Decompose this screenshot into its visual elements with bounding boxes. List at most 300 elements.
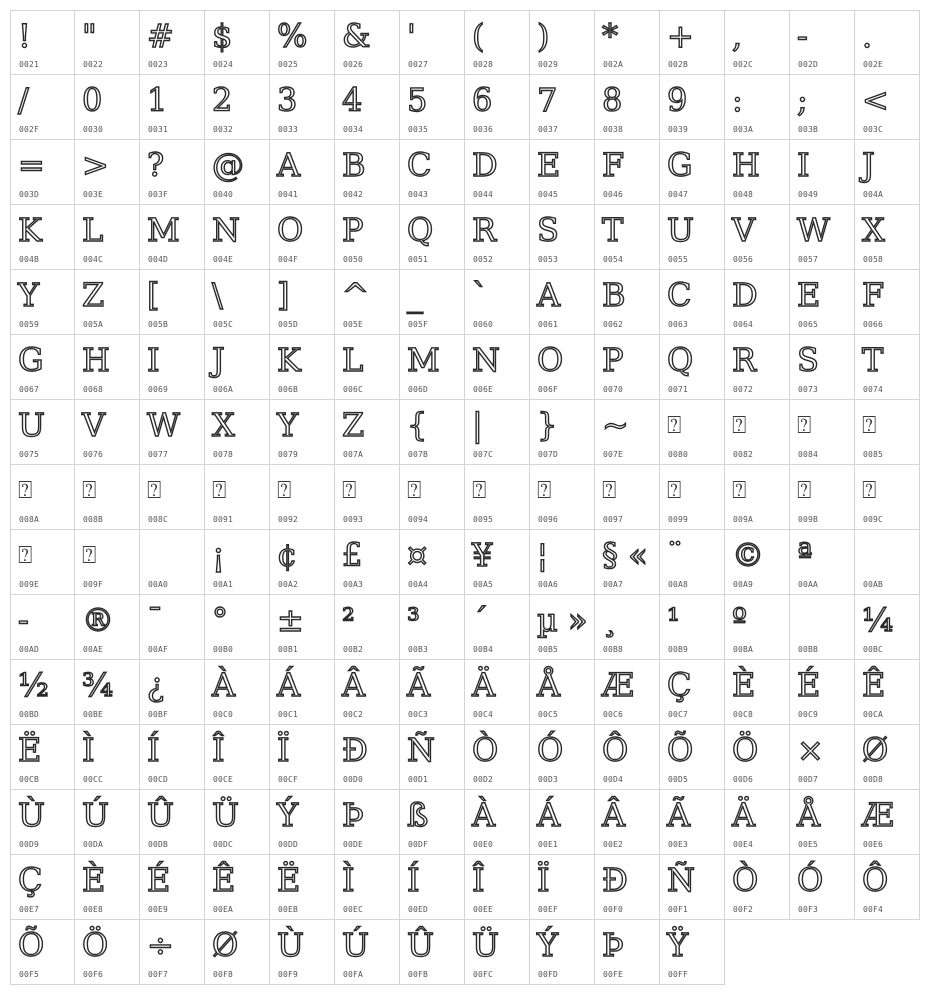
glyph-cell[interactable]: [205, 400, 270, 465]
glyph-code: 004B: [19, 255, 40, 264]
glyph-cell[interactable]: [10, 75, 75, 140]
glyph-cell[interactable]: [530, 75, 595, 140]
glyph-cell[interactable]: [660, 660, 725, 725]
glyph-code: 0096: [538, 515, 559, 524]
glyph-cell[interactable]: [660, 205, 725, 270]
glyph: P: [602, 341, 624, 379]
glyph-cell[interactable]: [660, 530, 725, 595]
glyph-cell[interactable]: [530, 10, 595, 75]
glyph-cell[interactable]: [725, 855, 790, 920]
glyph-cell[interactable]: [595, 725, 660, 790]
glyph-cell[interactable]: [270, 530, 335, 595]
glyph-cell[interactable]: [855, 10, 920, 75]
glyph-code: 0028: [473, 60, 494, 69]
glyph-cell[interactable]: [790, 75, 855, 140]
glyph-cell[interactable]: [10, 465, 75, 530]
glyph-code: 0034: [343, 125, 364, 134]
glyph-cell[interactable]: [270, 660, 335, 725]
glyph-cell[interactable]: [855, 660, 920, 725]
glyph-code: 0084: [798, 450, 819, 459]
glyph-cell[interactable]: [725, 465, 790, 530]
glyph-cell[interactable]: [205, 205, 270, 270]
glyph-cell[interactable]: [400, 660, 465, 725]
glyph-cell[interactable]: [10, 855, 75, 920]
glyph-cell[interactable]: [10, 595, 75, 660]
glyph-cell[interactable]: [270, 855, 335, 920]
glyph-cell[interactable]: [400, 75, 465, 140]
glyph-cell[interactable]: [75, 400, 140, 465]
glyph-cell[interactable]: [595, 530, 660, 595]
glyph-cell[interactable]: [75, 75, 140, 140]
glyph: M: [147, 211, 180, 249]
glyph-cell[interactable]: [595, 660, 660, 725]
glyph-cell[interactable]: [660, 400, 725, 465]
glyph-cell[interactable]: [140, 530, 205, 595]
glyph-cell[interactable]: [400, 790, 465, 855]
glyph-cell[interactable]: [140, 855, 205, 920]
glyph-cell[interactable]: [400, 10, 465, 75]
glyph: P: [342, 211, 364, 249]
glyph: Ï: [277, 731, 290, 769]
glyph-cell[interactable]: [270, 400, 335, 465]
glyph-cell[interactable]: [140, 660, 205, 725]
glyph-cell[interactable]: [400, 270, 465, 335]
glyph-cell[interactable]: [790, 10, 855, 75]
glyph-code: 00F1: [668, 905, 689, 914]
glyph: Ñ: [407, 731, 435, 769]
glyph: Ø: [212, 926, 239, 964]
glyph: L: [82, 211, 104, 249]
glyph-cell[interactable]: [270, 205, 335, 270]
glyph-cell[interactable]: [465, 205, 530, 270]
glyph-cell[interactable]: [335, 10, 400, 75]
glyph-cell[interactable]: [10, 140, 75, 205]
glyph-cell[interactable]: [595, 10, 660, 75]
glyph-cell[interactable]: [530, 855, 595, 920]
glyph-cell[interactable]: [75, 660, 140, 725]
glyph: À: [212, 666, 236, 704]
glyph-cell[interactable]: [335, 920, 400, 985]
glyph-cell[interactable]: [335, 530, 400, 595]
glyph-code: 00D8: [863, 775, 884, 784]
glyph-cell[interactable]: [530, 140, 595, 205]
glyph-cell[interactable]: [465, 920, 530, 985]
glyph-cell[interactable]: [205, 725, 270, 790]
glyph: Z: [82, 276, 105, 314]
glyph-code: 00E7: [19, 905, 40, 914]
glyph-code: 0043: [408, 190, 429, 199]
glyph-cell[interactable]: [855, 270, 920, 335]
glyph-cell[interactable]: [205, 75, 270, 140]
missing-glyph-icon: ⍰: [602, 476, 617, 504]
glyph-cell[interactable]: [270, 465, 335, 530]
glyph-cell[interactable]: [595, 75, 660, 140]
glyph-cell[interactable]: [10, 725, 75, 790]
glyph: C: [667, 276, 692, 314]
glyph-cell[interactable]: [465, 465, 530, 530]
glyph-code: 0027: [408, 60, 429, 69]
glyph-cell[interactable]: [855, 75, 920, 140]
glyph-cell[interactable]: [855, 855, 920, 920]
glyph-cell[interactable]: [140, 725, 205, 790]
glyph: Q: [667, 341, 694, 379]
glyph-cell[interactable]: [660, 920, 725, 985]
glyph: -: [797, 17, 808, 55]
glyph-cell[interactable]: [530, 790, 595, 855]
glyph-cell[interactable]: [465, 270, 530, 335]
glyph-cell[interactable]: [10, 400, 75, 465]
glyph-cell[interactable]: [725, 10, 790, 75]
glyph-cell[interactable]: [205, 335, 270, 400]
glyph-cell[interactable]: [530, 335, 595, 400]
glyph-code: 0093: [343, 515, 364, 524]
glyph-cell[interactable]: [660, 75, 725, 140]
glyph-code: 00FB: [408, 970, 429, 979]
glyph-cell[interactable]: [790, 855, 855, 920]
glyph-cell[interactable]: [270, 595, 335, 660]
glyph-cell[interactable]: [790, 790, 855, 855]
glyph-cell[interactable]: [465, 790, 530, 855]
glyph: 4: [342, 81, 363, 119]
glyph-cell[interactable]: [140, 10, 205, 75]
glyph: @: [212, 146, 244, 184]
glyph-cell[interactable]: [595, 270, 660, 335]
glyph-cell[interactable]: [335, 75, 400, 140]
glyph-cell[interactable]: [855, 725, 920, 790]
glyph-cell[interactable]: [75, 725, 140, 790]
glyph-cell[interactable]: [855, 140, 920, 205]
glyph-code: 0099: [668, 515, 689, 524]
glyph-code: 0082: [733, 450, 754, 459]
glyph-cell[interactable]: [400, 530, 465, 595]
glyph-cell[interactable]: [270, 75, 335, 140]
glyph-cell[interactable]: [660, 270, 725, 335]
glyph-cell[interactable]: [725, 660, 790, 725]
glyph: ¾: [82, 666, 114, 704]
glyph-cell[interactable]: [855, 790, 920, 855]
glyph: M: [407, 341, 440, 379]
glyph-code: 005A: [83, 320, 104, 329]
glyph-cell[interactable]: [660, 465, 725, 530]
glyph-cell[interactable]: [660, 725, 725, 790]
glyph-cell[interactable]: [530, 270, 595, 335]
glyph-code: 00B4: [473, 645, 494, 654]
glyph-cell[interactable]: [400, 465, 465, 530]
glyph-cell[interactable]: [75, 595, 140, 660]
glyph-cell[interactable]: [400, 920, 465, 985]
glyph-cell[interactable]: [530, 400, 595, 465]
glyph-cell[interactable]: [400, 140, 465, 205]
missing-glyph-icon: ⍰: [82, 476, 97, 504]
glyph-cell[interactable]: [270, 920, 335, 985]
glyph-cell[interactable]: [10, 660, 75, 725]
glyph-code: 0025: [278, 60, 299, 69]
glyph: >: [82, 146, 109, 184]
missing-glyph-icon: ⍰: [212, 476, 227, 504]
glyph-cell[interactable]: [10, 530, 75, 595]
glyph-cell[interactable]: [660, 790, 725, 855]
glyph-cell[interactable]: [140, 270, 205, 335]
glyph-cell[interactable]: [335, 725, 400, 790]
glyph-cell[interactable]: [790, 595, 855, 660]
glyph-cell[interactable]: [465, 140, 530, 205]
glyph-cell[interactable]: [725, 530, 790, 595]
glyph-code: 0052: [473, 255, 494, 264]
glyph-code: 005C: [213, 320, 234, 329]
glyph-code: 0030: [83, 125, 104, 134]
glyph-cell[interactable]: [270, 790, 335, 855]
glyph-cell[interactable]: [75, 920, 140, 985]
glyph-code: 0064: [733, 320, 754, 329]
glyph-cell[interactable]: [140, 790, 205, 855]
glyph-cell[interactable]: [595, 335, 660, 400]
glyph-cell[interactable]: [10, 270, 75, 335]
glyph-code: 0040: [213, 190, 234, 199]
glyph-cell[interactable]: [660, 10, 725, 75]
glyph-cell[interactable]: [335, 140, 400, 205]
glyph-cell[interactable]: [400, 205, 465, 270]
glyph-cell[interactable]: [530, 920, 595, 985]
glyph-cell[interactable]: [725, 270, 790, 335]
glyph: ²: [342, 601, 355, 639]
glyph: X: [212, 406, 235, 444]
glyph: B: [342, 146, 366, 184]
glyph: W: [797, 211, 830, 249]
glyph-cell[interactable]: [270, 725, 335, 790]
glyph-cell[interactable]: [400, 595, 465, 660]
glyph-code: 00A2: [278, 580, 299, 589]
glyph: Þ: [602, 926, 624, 964]
glyph-code: 0024: [213, 60, 234, 69]
glyph-cell[interactable]: [75, 270, 140, 335]
glyph: Ý: [277, 796, 299, 834]
glyph: /: [18, 81, 29, 119]
glyph-cell[interactable]: [855, 465, 920, 530]
glyph-code: 0042: [343, 190, 364, 199]
glyph-code: 002D: [798, 60, 819, 69]
glyph-cell[interactable]: [660, 595, 725, 660]
glyph-cell[interactable]: [660, 855, 725, 920]
glyph-cell[interactable]: [205, 855, 270, 920]
glyph-cell[interactable]: [595, 140, 660, 205]
glyph-cell[interactable]: [790, 270, 855, 335]
glyph-cell[interactable]: [530, 725, 595, 790]
glyph-cell[interactable]: [465, 10, 530, 75]
glyph-cell[interactable]: [660, 335, 725, 400]
glyph-cell[interactable]: [595, 205, 660, 270]
glyph-code: 00A3: [343, 580, 364, 589]
glyph-code: 0091: [213, 515, 234, 524]
glyph-cell[interactable]: [790, 205, 855, 270]
glyph-cell[interactable]: [725, 335, 790, 400]
glyph-cell[interactable]: [205, 465, 270, 530]
glyph-cell[interactable]: [205, 790, 270, 855]
glyph-cell[interactable]: [790, 400, 855, 465]
glyph: O: [537, 341, 564, 379]
glyph: Ä: [732, 796, 756, 834]
glyph-cell[interactable]: [270, 140, 335, 205]
glyph-code: 004A: [863, 190, 884, 199]
glyph-code: 00A4: [408, 580, 429, 589]
glyph-cell[interactable]: [270, 335, 335, 400]
glyph-cell[interactable]: [140, 335, 205, 400]
glyph-code: 005F: [408, 320, 429, 329]
glyph-cell[interactable]: [855, 335, 920, 400]
glyph: ": [82, 17, 97, 55]
glyph: [: [147, 276, 160, 314]
glyph-cell[interactable]: [75, 205, 140, 270]
glyph: ¸: [602, 601, 618, 639]
glyph-cell[interactable]: [335, 660, 400, 725]
glyph-code: 0075: [19, 450, 40, 459]
glyph-cell[interactable]: [205, 10, 270, 75]
glyph-cell[interactable]: [725, 790, 790, 855]
glyph-cell[interactable]: [10, 335, 75, 400]
glyph-cell[interactable]: [140, 465, 205, 530]
glyph-cell[interactable]: [335, 270, 400, 335]
glyph-cell[interactable]: [140, 920, 205, 985]
glyph-cell[interactable]: [75, 10, 140, 75]
glyph-cell[interactable]: [75, 790, 140, 855]
glyph-cell[interactable]: [140, 75, 205, 140]
glyph-code: 00EE: [473, 905, 494, 914]
glyph-cell[interactable]: [530, 595, 595, 660]
glyph-code: 00FE: [603, 970, 624, 979]
glyph-cell[interactable]: [595, 790, 660, 855]
glyph-cell[interactable]: [465, 335, 530, 400]
glyph-cell[interactable]: [205, 270, 270, 335]
glyph-cell[interactable]: [465, 660, 530, 725]
glyph-cell[interactable]: [790, 140, 855, 205]
glyph-cell[interactable]: [335, 465, 400, 530]
glyph-code: 003A: [733, 125, 754, 134]
glyph-code: 00BA: [733, 645, 754, 654]
glyph-cell[interactable]: [725, 400, 790, 465]
glyph: V: [82, 406, 106, 444]
glyph-cell[interactable]: [140, 205, 205, 270]
glyph-code: 00C7: [668, 710, 689, 719]
glyph-cell[interactable]: [725, 140, 790, 205]
glyph-cell[interactable]: [10, 10, 75, 75]
glyph-cell[interactable]: [140, 595, 205, 660]
glyph-cell[interactable]: [790, 725, 855, 790]
glyph-cell[interactable]: [75, 140, 140, 205]
glyph-cell[interactable]: [530, 205, 595, 270]
glyph-cell[interactable]: [400, 400, 465, 465]
glyph-cell[interactable]: [465, 725, 530, 790]
glyph-code: 00B1: [278, 645, 299, 654]
glyph-cell[interactable]: [465, 75, 530, 140]
glyph-cell[interactable]: [725, 725, 790, 790]
glyph-cell[interactable]: [595, 920, 660, 985]
glyph: ): [537, 17, 550, 55]
glyph-cell[interactable]: [725, 75, 790, 140]
glyph-cell[interactable]: [75, 465, 140, 530]
glyph-cell[interactable]: [75, 530, 140, 595]
glyph-cell[interactable]: [855, 400, 920, 465]
glyph-cell[interactable]: [725, 205, 790, 270]
glyph-cell[interactable]: [400, 725, 465, 790]
glyph-cell[interactable]: [205, 530, 270, 595]
glyph-cell[interactable]: [335, 855, 400, 920]
glyph-cell[interactable]: [790, 530, 855, 595]
glyph-cell[interactable]: [790, 465, 855, 530]
glyph-code: 009C: [863, 515, 884, 524]
glyph-code: 00ED: [408, 905, 429, 914]
glyph-code: 00CA: [863, 710, 884, 719]
glyph-cell[interactable]: [270, 10, 335, 75]
glyph-cell[interactable]: [335, 595, 400, 660]
glyph-cell[interactable]: [595, 465, 660, 530]
glyph-cell[interactable]: [10, 790, 75, 855]
glyph-cell[interactable]: [790, 660, 855, 725]
glyph-cell[interactable]: [140, 140, 205, 205]
glyph: (: [472, 17, 485, 55]
glyph: ×: [797, 731, 824, 769]
glyph-cell[interactable]: [465, 595, 530, 660]
glyph-cell[interactable]: [205, 920, 270, 985]
glyph-cell[interactable]: [465, 530, 530, 595]
glyph-code: 00B8: [603, 645, 624, 654]
glyph-cell[interactable]: [270, 270, 335, 335]
glyph: B: [602, 276, 626, 314]
glyph-cell[interactable]: [530, 465, 595, 530]
glyph-cell[interactable]: [335, 335, 400, 400]
glyph-cell[interactable]: [855, 205, 920, 270]
glyph-code: 00E6: [863, 840, 884, 849]
glyph-code: 00F7: [148, 970, 169, 979]
glyph-cell[interactable]: [595, 595, 660, 660]
glyph-code: 00B5: [538, 645, 559, 654]
glyph-cell[interactable]: [400, 335, 465, 400]
glyph-cell[interactable]: [75, 335, 140, 400]
glyph-cell[interactable]: [855, 530, 920, 595]
glyph-cell[interactable]: [205, 140, 270, 205]
glyph-cell[interactable]: [595, 400, 660, 465]
glyph-cell[interactable]: [465, 400, 530, 465]
glyph-cell[interactable]: [725, 595, 790, 660]
glyph-cell[interactable]: [530, 660, 595, 725]
glyph: Ö: [82, 926, 109, 964]
glyph-code: 00C1: [278, 710, 299, 719]
glyph-cell[interactable]: [335, 790, 400, 855]
glyph-cell[interactable]: [790, 335, 855, 400]
glyph-cell[interactable]: [205, 660, 270, 725]
glyph-code: 00DC: [213, 840, 234, 849]
glyph: Û: [407, 926, 434, 964]
glyph-cell[interactable]: [335, 205, 400, 270]
glyph: K: [18, 211, 42, 249]
glyph-cell[interactable]: [595, 855, 660, 920]
glyph-code: 00C2: [343, 710, 364, 719]
glyph-cell[interactable]: [10, 920, 75, 985]
glyph-cell[interactable]: [205, 595, 270, 660]
glyph: ¦: [537, 536, 548, 574]
glyph-cell[interactable]: [10, 205, 75, 270]
glyph-cell[interactable]: [75, 855, 140, 920]
glyph-cell[interactable]: [140, 400, 205, 465]
glyph: Þ: [342, 796, 364, 834]
glyph-cell[interactable]: [660, 140, 725, 205]
glyph-code: 002B: [668, 60, 689, 69]
glyph-cell[interactable]: [335, 400, 400, 465]
glyph-code: 003F: [148, 190, 169, 199]
glyph-cell[interactable]: [465, 855, 530, 920]
glyph-cell[interactable]: [400, 855, 465, 920]
glyph-cell[interactable]: [855, 595, 920, 660]
glyph-code: 0095: [473, 515, 494, 524]
glyph-cell[interactable]: [530, 530, 595, 595]
